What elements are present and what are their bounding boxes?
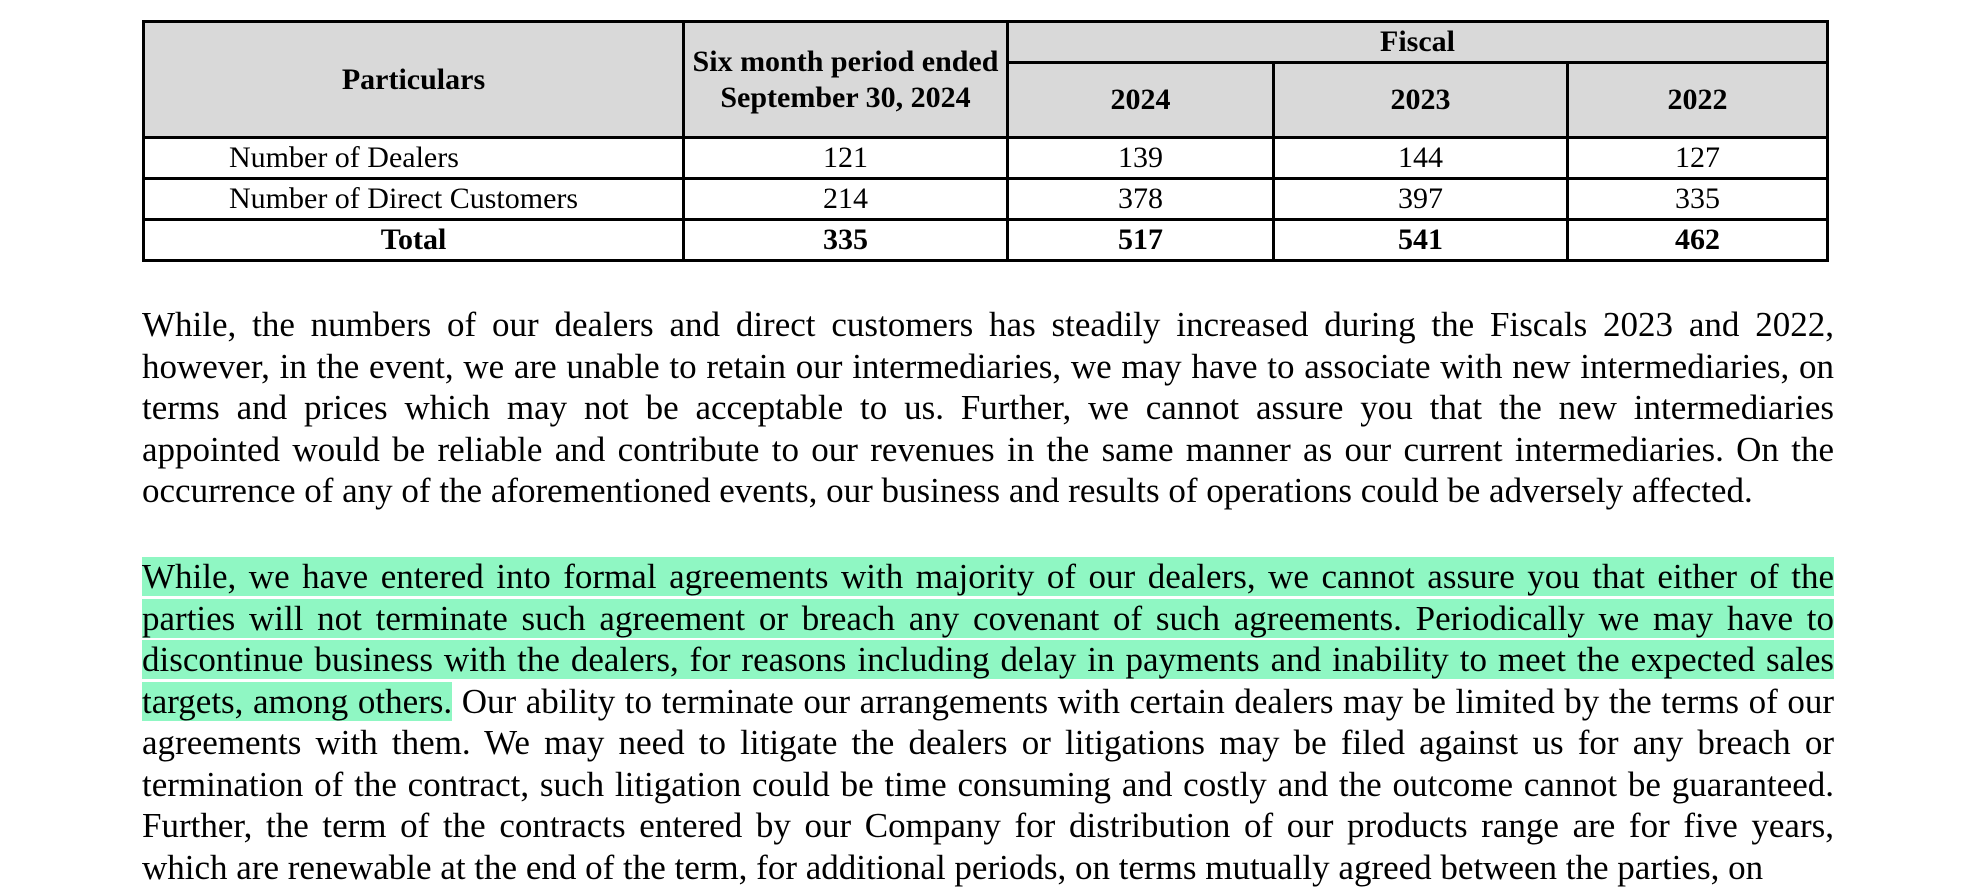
header-particulars: Particulars (144, 22, 684, 138)
dealers-customers-table (142, 20, 1829, 262)
table-cell: 127 (1568, 138, 1828, 179)
table-cell: 378 (1008, 179, 1274, 220)
dealers-table-container (142, 20, 1826, 262)
table-cell: 462 (1568, 220, 1828, 261)
header-year-2023: 2023 (1274, 63, 1568, 138)
row-label-dealers: Number of Dealers (144, 138, 684, 179)
paragraph-text: Our ability to terminate our arrangements with certain dealers may be limited by the terms of our agreements with them. We may need to litigate the dealers or litigations may be filed against us for any breach or termination of the contract, such litigation could be time consuming and costly and the outcome cannot be guaranteed. Further, the term of the contracts entered by our Company for distribution of our products range are for five years, which are renewable at the end of the term, for additional periods, on terms mutually agreed between the parties, on (142, 681, 1834, 887)
highlighted-text: While, we have entered into formal agreements with majority of our dealers, we cannot assure you that either of the parties will not terminate such agreement or breach any covenant of such agreements. Periodically we may have to discontinue business with the dealers, for reasons including delay in payments and inability to meet the expected sales targets, among others. (142, 557, 1834, 721)
header-six-month-period: Six month period ended September 30, 2024 (684, 22, 1008, 138)
table-cell: 121 (684, 138, 1008, 179)
row-label-total: Total (144, 220, 684, 261)
header-year-2022: 2022 (1568, 63, 1828, 138)
row-label-direct-customers: Number of Direct Customers (144, 179, 684, 220)
table-cell: 397 (1274, 179, 1568, 220)
table-cell: 139 (1008, 138, 1274, 179)
table-total-row (144, 220, 1828, 261)
table-cell: 144 (1274, 138, 1568, 179)
table-cell: 335 (1568, 179, 1828, 220)
table-cell: 541 (1274, 220, 1568, 261)
paragraph-intermediaries: While, the numbers of our dealers and direct customers has steadily increased during the Fiscals 2023 and 2022, however, in the event, we are unable to retain our intermediaries, we may have to associate with new intermediaries, on terms and prices which may not be acceptable to us. Further, we cannot assure you that the new intermediaries appointed would be reliable and contribute to our revenues in the same manner as our current intermediaries. On the occurrence of any of the aforementioned events, our business and results of operations could be adversely affected. (142, 305, 1834, 510)
table-cell: 214 (684, 179, 1008, 220)
header-year-2024: 2024 (1008, 63, 1274, 138)
table-header-row (144, 22, 1828, 63)
paragraph-dealer-agreements (142, 556, 1834, 888)
table-cell: 335 (684, 220, 1008, 261)
table-cell: 517 (1008, 220, 1274, 261)
table-row (144, 179, 1828, 220)
table-row (144, 138, 1828, 179)
header-fiscal: Fiscal (1008, 22, 1828, 63)
